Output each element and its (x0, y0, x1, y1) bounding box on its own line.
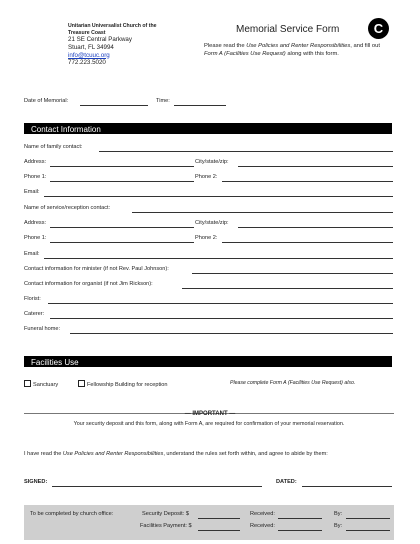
florist-label: Florist: (24, 296, 41, 302)
service-city-field[interactable] (238, 227, 393, 228)
dated-field[interactable] (302, 486, 392, 487)
instructions-doc: Use Policies and Renter Responsibilities (246, 43, 351, 49)
sanctuary-option[interactable] (24, 380, 58, 388)
agreement-pre: I have read the (24, 451, 63, 457)
agreement-text (24, 450, 394, 458)
org-name-line1: Unitarian Universalist Church of the (68, 23, 157, 29)
service-phone2-label: Phone 2: (195, 235, 218, 241)
family-phone1-field[interactable] (50, 181, 194, 182)
org-name (68, 23, 198, 36)
family-city-label: City/state/zip: (195, 159, 229, 165)
sanctuary-checkbox[interactable] (24, 380, 31, 387)
service-address-field[interactable] (50, 227, 194, 228)
service-phone1-field[interactable] (50, 242, 194, 243)
org-address1: 21 SE Central Parkway (68, 36, 132, 43)
family-city-field[interactable] (238, 166, 393, 167)
service-contact-field[interactable] (132, 212, 393, 213)
service-address-label: Address: (24, 220, 47, 226)
minister-label: Contact information for minister (if not Rev. Paul Johnson): (24, 266, 169, 272)
dated-label: DATED: (276, 479, 297, 485)
contact-header-label: Contact Information (31, 124, 101, 134)
fellowship-checkbox[interactable] (78, 380, 85, 387)
form-title: Memorial Service Form (236, 24, 340, 35)
family-phone2-label: Phone 2: (195, 174, 218, 180)
facilities-header-label: Facilities Use (31, 357, 79, 367)
deposit-received-label: Received: (250, 511, 275, 517)
sanctuary-label: Sanctuary (33, 382, 59, 388)
funeral-home-label: Funeral home: (24, 326, 61, 332)
agreement-post: , understand the rules set forth within, and agree to abide by them: (163, 451, 328, 457)
memorial-date-field[interactable] (80, 105, 148, 106)
office-label: To be completed by church office: (30, 511, 114, 517)
org-phone: 772.223.5020 (68, 59, 106, 67)
service-city-label: City/state/zip: (195, 220, 229, 226)
facilities-note: Please complete Form A (Facilities Use Request) also. (230, 380, 356, 386)
memorial-date-label: Date of Memorial: (24, 98, 69, 104)
instructions-mid: , and fill out (350, 43, 380, 49)
florist-field[interactable] (48, 303, 393, 304)
facilities-section-header (24, 356, 392, 367)
family-email-label: Email: (24, 189, 40, 195)
payment-by-label: By: (334, 523, 343, 529)
service-phone1-label: Phone 1: (24, 235, 47, 241)
service-phone2-field[interactable] (222, 242, 393, 243)
deposit-label: Security Deposit: $ (142, 511, 189, 517)
signed-field[interactable] (52, 486, 262, 487)
org-email-link[interactable]: info@tcuuc.org (68, 51, 110, 59)
org-info (68, 23, 198, 67)
memorial-time-field[interactable] (174, 105, 226, 106)
fellowship-option[interactable] (78, 380, 168, 388)
agreement-doc: Use Policies and Renter Responsibilities (62, 451, 164, 457)
payment-label: Facilities Payment: $ (140, 523, 192, 529)
memorial-time-label: Time: (156, 98, 170, 104)
form-instructions (204, 42, 394, 58)
deposit-received-field[interactable] (278, 518, 322, 519)
caterer-field[interactable] (50, 318, 393, 319)
family-address-label: Address: (24, 159, 47, 165)
organist-field[interactable] (182, 288, 393, 289)
funeral-home-field[interactable] (70, 333, 393, 334)
family-phone2-field[interactable] (222, 181, 393, 182)
family-phone1-label: Phone 1: (24, 174, 47, 180)
family-contact-label: Name of family contact: (24, 144, 83, 150)
instructions-post: along with this form. (285, 51, 339, 58)
instructions-forma: Form A (Facilities Use Request) (204, 51, 286, 58)
payment-received-field[interactable] (278, 530, 322, 531)
important-heading: — IMPORTANT — (184, 411, 236, 417)
caterer-label: Caterer: (24, 311, 45, 317)
signed-label: SIGNED: (24, 479, 48, 485)
payment-field[interactable] (198, 530, 240, 531)
family-contact-field[interactable] (99, 151, 393, 152)
service-contact-label: Name of service/reception contact: (24, 205, 111, 211)
minister-field[interactable] (192, 273, 393, 274)
family-address-field[interactable] (50, 166, 194, 167)
family-email-field[interactable] (44, 196, 393, 197)
service-email-label: Email: (24, 251, 40, 257)
contact-section-header (24, 123, 392, 134)
church-logo-icon: C (368, 18, 389, 39)
org-address2: Stuart, FL 34994 (68, 43, 114, 51)
service-email-field[interactable] (44, 258, 393, 259)
deposit-by-field[interactable] (346, 518, 390, 519)
important-text: Your security deposit and this form, along with Form A, are required for confirmation of your memorial reservation. (73, 421, 345, 427)
deposit-field[interactable] (198, 518, 240, 519)
organist-label: Contact information for organist (if not Jim Rickson): (24, 281, 153, 287)
instructions-pre: Please read the (204, 43, 247, 49)
payment-received-label: Received: (250, 523, 275, 529)
fellowship-label: Fellowship Building for reception (87, 382, 168, 388)
deposit-by-label: By: (334, 511, 343, 517)
org-name-line2: Treasure Coast (68, 29, 106, 36)
payment-by-field[interactable] (346, 530, 390, 531)
